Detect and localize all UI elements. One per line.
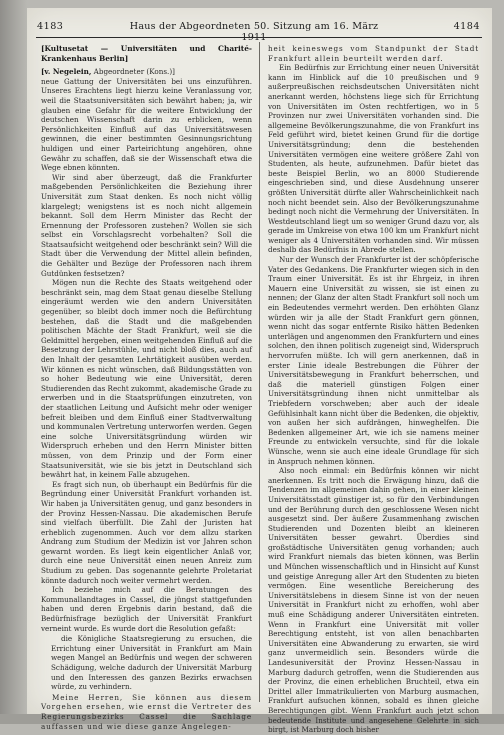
- paragraph: Ich beziehe mich auf die Beratungen des Kommunallandtages in Cassel, die jüngst stattgefunden haben und deren Ergebnis darin bestand, daß die Bedürfnisfrage bezüglich der Universität Frankfurt verneint wurde. Es wurde dort die Resolution gefaßt:: [41, 585, 252, 633]
- page-number-right: 4184: [453, 21, 480, 32]
- page-binding-edge: [0, 0, 27, 724]
- left-column: [41, 44, 253, 731]
- column-divider: [259, 42, 260, 702]
- paragraph: Es fragt sich nun, ob überhaupt ein Bedürfnis für die Begründung einer Universität Frankfurt vorhanden ist. Wir haben ja Universitäten genug, und ganz besonders in der Provinz Hessen-Nassau. Die akademischen Berufe sind vielfach überfüllt. Die Zahl der Juristen hat erheblich zugenommen. Auch vor dem allzu starken Andrang zum Studium der Medizin ist vor Jahren schon gewarnt worden. Es liegt kein eigentlicher Anlaß vor, durch eine neue Universität einen neuen Anreiz zum Studium zu geben. Das sogenannte gelehrte Proletariat könnte dadurch noch weiter vermehrt werden.: [41, 479, 252, 585]
- right-column: [268, 44, 479, 735]
- paragraph: Nur der Wunsch der Frankfurter ist der schöpferische Vater des Gedankens. Die Frankfurter wiegen sich in den Traum einer Universität. Es ist ihr Ehrgeiz, in ihren Mauern eine Universität zu wissen, sie ist einen zu nennen; der Glanz der alten Stadt Frankfurt soll noch um ein Bedeutendes vermehrt werden. Den erhöhten Glanz würden wir ja alle der Stadt Frankfurt gern gönnen, wenn nicht das sogar entfernte Risiko hätten Bedenken unterlägen und angenommen den Frankfurtern und eines solchen, den ihnen politisch zugeneigt sind, Widerspruch hervorrufen müßte. Ich will gern anerkennen, daß in erster Linie ideale Bestrebungen die Führer der Universitätsbewegung in Frankfurt beherrschen, und daß die materiell günstigen Folgen einer Universitätsgründung ihnen nicht unmittelbar als Triebfedern vorschweben; aber auch der ideale Gefühlsinhalt kann nicht über die Bedenken, die objektiv, von außen her sich aufdrängen, hinweghelfen. Die Bedenken allgemeiner Art, wie ich sie namens meiner Freunde zu entwickeln versuchte, sind für die lokale Wünsche, wenn sie auch eine ideale Grundlage für sich in Anspruch nehmen können.: [268, 255, 479, 466]
- paragraph: Mögen nun die Rechte des Staats weitgehend oder beschränkt sein, mag dem Staat genau dieselbe Stellung eingeräumt werden wie den andern Universitäten gegenüber, so bleibt doch immer noch die Befürchtung bestehen, daß die Stadt und die maßgebenden politischen Mächte der Stadt Frankfurt, weil sie die Geldmittel hergeben, einen weitgehenden Einfluß auf die Besetzung der Lehrstühle, und nicht bloß dies, auch auf den Inhalt der gesamten Lehrtätigkeit ausüben werden. Wir können es nicht wünschen, daß Bildungsstätten von so hoher Bedeutung wie eine Universität, deren Studierenden das Recht zukommt, akademische Grade zu erwerben und in die Staatsprüfungen einzutreten, von der staatlichen Leitung und Aufsicht mehr oder weniger befreit bleiben und dem Einfluß einer Stadtverwaltung und kommunalen Vertretung unterworfen werden. Gegen eine solche Universitätsgründung würden wir Widerspruch erheben und den Herrn Minister bitten müssen, von dem Prinzip und der Form einer Staatsuniversität, wie sie bis jetzt in Deutschland sich bewährt hat, in keinem Falle abzugehen.: [41, 278, 253, 480]
- page-number-left: 4183: [37, 21, 64, 32]
- paragraph: Ein Bedürfnis zur Errichtung einer neuen Universität kann im Hinblick auf die 10 preußischen und 9 außerpreußischen reichsdeutschen Universitäten nicht anerkannt werden, höchstens liege sich für Errichtung von Universitäten im Osten rechtfertigen, wo in 5 Provinzen nur zwei Universitäten vorhanden sind. Die allgemeine Bevölkerungszunahme, die von Frankfurt ins Feld geführt wird, bietet keinen Grund für die dortige Universitätsgründung; denn die bestehenden Universitäten vermögen eine weitere größere Zahl von Studenten, als heute, aufzunehmen. Dafür bietet das beste Beispiel Berlin, wo an 8000 Studierende eingeschrieben sind, und diese Ausdehnung unserer größten Universität dürfte aller Wahrscheinlichkeit nach noch nicht beendet sein. Also der Bevölkerungszunahme bedingt noch nicht die Vermehrung der Universitäten. In Westdeutschland liegt um so weniger Grund dazu vor, als gerade im Umkreise von etwa 100 km um Frankfurt nicht weniger als 4 Universitäten vorhanden sind. Wir müssen deshalb das Bedürfnis in Abrede stellen.: [268, 63, 479, 255]
- paragraph: [41, 67, 252, 77]
- section-title: [Kultusetat — Universitäten und Charité-Krankenhaus Berlin]: [41, 44, 252, 63]
- document-page: [27, 8, 492, 735]
- speaker-name: [v. Negelein,: [41, 67, 92, 77]
- paragraph: Also noch einmal: ein Bedürfnis können wir nicht anerkennen. Es tritt noch die Erwägung hinzu, daß die Tendenzen im allgemeinen dahin gehen, in einer kleinen Universitätsstadt günstiger ist, so für den Verbindungen und der Berührung durch den geschlossene Wesen nicht ausgesetzt sind. Der äußere Zusammenhang zwischen Studierenden und Dozenten bleibt an kleineren Universitäten besser gewahrt. Überdies sind großstädtische Universitäten genug vorhanden; auch wird Frankfurt niemals das bieten können, was Berlin und München wissenschaftlich und in Hinsicht auf Kunst und geistige Anregung aller Art den Studenten zu bieten vermögen. Eine wesentliche Bereicherung des Universitätslebens in diesem Sinne ist von der neuen Universität in Frankfurt nicht zu erhoffen, wohl aber muß eine Schädigung anderer Universitäten eintreten. Wenn in Frankfurt eine Universität mit voller Berechtigung entsteht, ist von allen benachbarten Universitäten eine Abwanderung zu erwarten, sie wird ganz unvermeidlich sein. Besonders würde die Landesuniversität der Provinz Hessen-Nassau in Marburg dadurch getroffen, wenn die Studierenden aus der Provinz, die einen erheblichen Bruchteil, etwa ein Drittel aller Immatrikulierten von Marburg ausmachen, Frankfurt aufsuchen können, sobald es ihnen gleiche Berechtigungen gibt. Wenn Frankfurt auch jetzt schon bedeutende Institute und angesehene Gelehrte in sich birgt, ist Marburg doch bisher: [268, 466, 479, 735]
- paragraph: Wir sind aber überzeugt, daß die Frankfurter maßgebenden Persönlichkeiten die Beziehung ihrer Universität zum Staat denken. Es noch nicht völlig klargelegt; wenigstens ist es noch nicht allgemein bekannt. Soll dem Herrn Minister das Recht der Ernennung der Professoren zustehen? Wollen sie sich selbst ein Vorschlagsrecht vorbehalten? Soll die Staatsaufsicht weitgehend oder beschränkt sein? Will die Stadt über die Verwendung der Mittel allein befinden, die Gehälter und Bezüge der Professoren nach ihrem Gutdünken festsetzen?: [41, 172, 252, 278]
- speaker-role: Abgeordneter (Kons.)]: [91, 67, 175, 77]
- running-header: [27, 18, 492, 43]
- paragraph: heit keineswegs vom Standpunkt der Stadt Frankfurt allein beurteilt werden darf.: [268, 44, 479, 63]
- paragraph: neue Gattung der Universitäten bei uns einzuführen. Unseres Erachtens liegt hierzu keine Veranlassung vor, weil die Staatsuniversitäten sich bewährt haben; ja, wir glauben eine Gefahr für die weitere Entwicklung der deutschen Wissenschaft darin zu erblicken, wenn Persönlichkeiten Einfluß auf das Universitätswesen gewinnen, die einer bestimmten Gesinnungsrichtung huldigen und einer Parteirichtung angehören, ohne Gewähr zu schaffen, daß sie der Wissenschaft etwa die Wege ebnen könnten.: [41, 76, 252, 173]
- header-title: Haus der Abgeordneten 50. Sitzung am 16. März 1911: [129, 21, 379, 43]
- resolution-quote: die Königliche Staatsregierung zu ersuchen, die Errichtung einer Universität in Frankfurt am Main wegen Mangel an Bedürfnis und wegen der schweren Schädigung, welche dadurch der Universität Marburg und den Interessen des ganzen Bezirks erwachsen würde, zu verhindern.: [51, 634, 252, 692]
- paragraph: Meine Herren, Sie können aus diesem Vorgehen ersehen, wie ernst die Vertreter des Regierungsbezirks Cassel die Sachlage auffassen und wie diese ganze Angelegen-: [41, 692, 252, 731]
- header-rule: [36, 37, 482, 38]
